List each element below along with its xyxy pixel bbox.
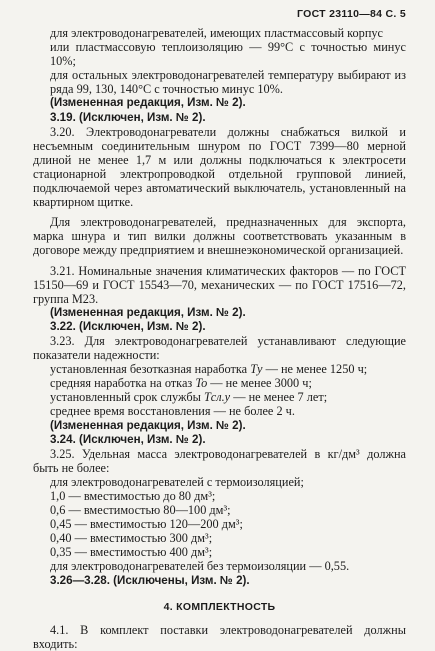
reliability-line: среднее время восстановления — не более 2 ч. (50, 404, 295, 419)
mass-item: 0,6 — вместимостью 80—100 дм³; (50, 503, 231, 518)
text-line: для электроводонагревателей с термоизоляцией; (50, 474, 304, 489)
mass-item: 1,0 — вместимостью до 80 дм³; (50, 489, 216, 503)
clause-excluded: 3.22. (Исключен, Изм. № 2). (50, 319, 206, 333)
amendment-note: (Измененная редакция, Изм. № 2). (50, 305, 246, 319)
section-heading: 4. КОМПЛЕКТНОСТЬ (163, 600, 276, 613)
page-header: ГОСТ 23110—84 С. 5 (296, 8, 406, 20)
mass-item: 0,40 — вместимостью 300 дм³; (50, 531, 213, 546)
clause-excluded: 3.26—3.28. (Исключены, Изм. № 2). (50, 573, 250, 587)
text-line: или пластмассовую теплоизоляцию — 99°С с точностью минус 10%; (50, 40, 406, 69)
amendment-note: (Измененная редакция, Изм. № 2). (50, 418, 246, 432)
mass-item: 0,35 — вместимостью 400 дм³; (50, 545, 213, 560)
text-line: для остальных электроводонагревателей температуру выбирают из ряда 99, 130, 140°С с точностью минус 10%. (50, 68, 406, 97)
mass-item: 0,45 — вместимостью 120—200 дм³; (50, 517, 243, 532)
mass-item: для электроводонагревателей без термоизоляции — 0,55. (50, 559, 350, 574)
reliability-line: установленный срок службы Tсл.у — не менее 7 лет; (50, 390, 328, 405)
clause-excluded: 3.19. (Исключен, Изм. № 2). (50, 110, 206, 124)
reliability-line: установленная безотказная наработка Tу — не менее 1250 ч; (50, 362, 368, 377)
clause-4-1: 4.1. В комплект поставки электроводонагревателей должны входить: (33, 622, 406, 651)
clause-3-21: 3.21. Номинальные значения климатических факторов — по ГОСТ 15150—69 и ГОСТ 15543—70, механических — по ГОСТ 17516—72, группа М23. (33, 263, 406, 306)
text-line: для электроводонагревателей, имеющих пластмассовый корпус (50, 26, 384, 40)
amendment-note: (Измененная редакция, Изм. № 2). (50, 96, 246, 110)
clause-3-25: 3.25. Удельная масса электроводонагревателей в кг/дм³ должна быть не более: (33, 446, 406, 475)
symbol: Tу (250, 362, 263, 377)
clause-3-23: 3.23. Для электроводонагревателей устанавливают следующие показатели надежности: (33, 333, 406, 363)
clause-3-20: 3.20. Электроводонагреватели должны снабжаться вилкой и несъемным соединительным шнуром по ГОСТ 7399—80 мерной длиной не менее 1,7 м или должны подключаться к электросети стационарной электропроводкой отдельной групповой линией, подключаемой через автоматический выключатель, установленный на квартирном щитке. (33, 124, 406, 210)
export-paragraph: Для электроводонагревателей, предназначенных для экспорта, марка шнура и тип вилки должны соответствовать указанным в договоре между предприятием и внешнеэкономической организацией. (33, 215, 406, 258)
clause-excluded: 3.24. (Исключен, Изм. № 2). (50, 432, 206, 446)
symbol: Tсл.у (203, 390, 231, 405)
reliability-line: средняя наработка на отказ To — не менее 3000 ч; (50, 376, 312, 391)
symbol: To (195, 376, 208, 391)
